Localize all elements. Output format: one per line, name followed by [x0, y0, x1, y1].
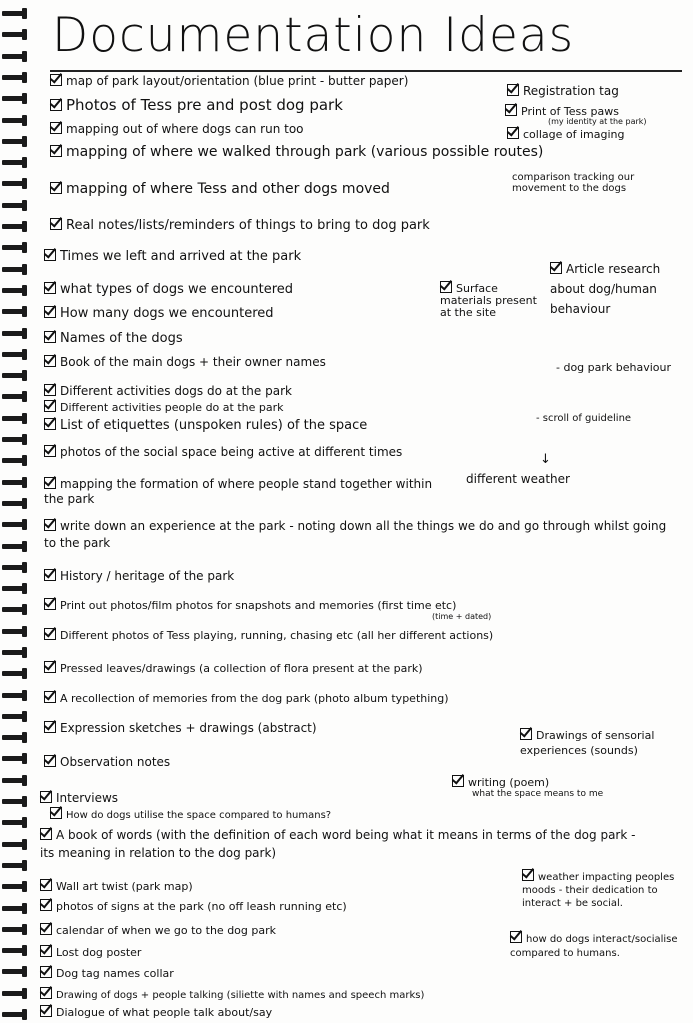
margin-note-time-dated: (time + dated)	[432, 612, 492, 621]
binding-ring	[2, 881, 28, 892]
binding-ring	[2, 477, 28, 488]
list-item	[44, 417, 367, 434]
list-item	[40, 790, 118, 806]
binding-ring	[2, 988, 28, 999]
list-item	[44, 354, 326, 370]
item-text: Pressed leaves/drawings (a collection of flora present at the park)	[60, 662, 423, 675]
list-item	[50, 806, 331, 824]
item-text: photos of the social space being active at different times	[60, 445, 403, 459]
checkbox-icon	[505, 104, 517, 116]
checkbox-icon	[44, 418, 56, 430]
item-text: A book of words (with the definition of each word being what it means in terms of the dog park - its meaning in relation to the dog park)	[40, 828, 636, 860]
binding-ring	[2, 583, 28, 594]
item-text: write down an experience at the park - noting down all the things we do and go through whilst going to the park	[44, 519, 667, 550]
binding-ring	[2, 647, 28, 658]
binding-ring	[2, 796, 28, 807]
binding-ring	[2, 264, 28, 275]
down-arrow-icon: ↓	[540, 452, 551, 467]
binding-ring	[2, 903, 28, 914]
margin-note-comparison: comparison tracking our movement to the dogs	[512, 172, 635, 194]
checkbox-icon	[522, 869, 534, 881]
list-item	[50, 97, 343, 113]
list-item	[44, 383, 292, 399]
binding-ring	[2, 29, 28, 40]
binding-ring	[2, 626, 28, 637]
checkbox-icon	[40, 1005, 52, 1017]
checkbox-icon	[40, 899, 52, 911]
item-text: Lost dog poster	[56, 946, 142, 959]
item-text: Different activities dogs do at the park	[60, 384, 292, 398]
binding-ring	[2, 136, 28, 147]
item-text: mapping out of where dogs can run too	[66, 122, 304, 136]
checkbox-icon	[40, 879, 52, 891]
item-text: Names of the dogs	[60, 331, 183, 346]
item-text: Observation notes	[60, 755, 171, 769]
margin-note-poem	[452, 774, 549, 789]
binding-ring	[2, 8, 28, 19]
list-item	[40, 878, 193, 895]
margin-note	[507, 126, 624, 141]
checkbox-icon	[44, 477, 56, 489]
binding-ring	[2, 115, 28, 126]
item-text: photos of signs at the park (no off leash running etc)	[56, 900, 347, 913]
checkbox-icon	[40, 791, 52, 803]
checkbox-icon	[44, 721, 56, 733]
binding-ring	[2, 455, 28, 466]
item-text: Photos of Tess pre and post dog park	[66, 96, 343, 114]
checkbox-icon	[50, 122, 62, 134]
margin-note-sensorial	[520, 727, 680, 758]
item-text: How many dogs we encountered	[60, 306, 274, 321]
list-item	[50, 181, 390, 197]
checkbox-icon	[507, 127, 519, 139]
checkbox-icon	[44, 598, 56, 610]
list-item	[50, 73, 408, 89]
checkbox-icon	[40, 966, 52, 978]
list-item	[40, 965, 174, 982]
margin-note-behaviour: - dog park behaviour	[556, 361, 672, 374]
margin-note-weather-impacting	[522, 868, 682, 910]
item-text: calendar of when we go to the dog park	[56, 924, 276, 937]
checkbox-icon	[440, 281, 452, 293]
note-text: Article research about dog/human behaviour	[550, 262, 661, 316]
binding-ring	[2, 711, 28, 722]
binding-ring	[2, 349, 28, 360]
binding-ring	[2, 860, 28, 871]
checkbox-icon	[44, 661, 56, 673]
binding-ring	[2, 178, 28, 189]
binding-ring	[2, 242, 28, 253]
list-item	[40, 1004, 272, 1021]
checkbox-icon	[50, 145, 62, 157]
binding-ring	[2, 328, 28, 339]
item-text: Different photos of Tess playing, running, chasing etc (all her different actions)	[60, 629, 494, 642]
margin-note-surface	[440, 280, 550, 319]
checkbox-icon	[40, 987, 52, 999]
binding-ring	[2, 775, 28, 786]
list-item	[44, 660, 423, 677]
item-text: Times we left and arrived at the park	[60, 249, 302, 264]
checkbox-icon	[50, 74, 62, 86]
checkbox-icon	[44, 569, 56, 581]
binding-ring	[2, 966, 28, 977]
item-text: mapping of where we walked through park (various possible routes)	[66, 144, 544, 160]
list-item	[44, 627, 493, 644]
list-item	[50, 121, 304, 137]
item-text: Real notes/lists/reminders of things to bring to dog park	[66, 218, 430, 233]
checkbox-icon	[50, 218, 62, 230]
note-text: Print of Tess paws	[521, 105, 619, 118]
list-item	[44, 597, 456, 614]
list-item	[44, 720, 317, 736]
page-title: Documentation Ideas	[52, 8, 575, 63]
checkbox-icon	[44, 282, 56, 294]
binding-ring	[2, 391, 28, 402]
list-item	[44, 754, 170, 770]
list-item	[44, 476, 434, 507]
list-item	[40, 986, 424, 1004]
binding-ring	[2, 498, 28, 509]
checkbox-icon	[520, 728, 532, 740]
list-item	[44, 690, 449, 707]
binding-ring	[2, 817, 28, 828]
list-item	[44, 568, 234, 584]
binding-ring	[2, 945, 28, 956]
checkbox-icon	[44, 691, 56, 703]
list-item	[50, 217, 430, 234]
checkbox-icon	[50, 182, 62, 194]
checkbox-icon	[44, 755, 56, 767]
checkbox-icon	[44, 355, 56, 367]
binding-ring	[2, 604, 28, 615]
list-item	[44, 248, 301, 265]
list-item	[40, 826, 640, 862]
binding-ring	[2, 51, 28, 62]
note-text: Drawings of sensorial experiences (sounds)	[520, 729, 655, 757]
checkbox-icon	[507, 84, 519, 96]
list-item	[44, 305, 274, 322]
item-text: Different activities people do at the park	[60, 401, 284, 414]
list-item	[44, 444, 402, 460]
note-text: writing (poem)	[468, 776, 550, 789]
list-item	[50, 144, 543, 160]
binding-ring	[2, 753, 28, 764]
checkbox-icon	[44, 384, 56, 396]
item-text: Dialogue of what people talk about/say	[56, 1006, 273, 1019]
note-text: weather impacting peoples moods - their dedication to interact + be social.	[522, 872, 675, 909]
binding-ring	[2, 732, 28, 743]
binding-ring	[2, 200, 28, 211]
checkbox-icon	[452, 775, 464, 787]
binding-ring	[2, 1009, 28, 1020]
margin-note-sub: (my identity at the park)	[548, 117, 647, 126]
item-text: Print out photos/film photos for snapshots and memories (first time etc)	[60, 599, 457, 612]
item-text: what types of dogs we encountered	[60, 282, 294, 297]
title-underline	[50, 70, 682, 72]
checkbox-icon	[510, 931, 522, 943]
binding-ring	[2, 413, 28, 424]
checkbox-icon	[44, 628, 56, 640]
checkbox-icon	[44, 331, 56, 343]
checkbox-icon	[44, 445, 56, 457]
binding-ring	[2, 370, 28, 381]
checkbox-icon	[40, 923, 52, 935]
item-text: Expression sketches + drawings (abstract)	[60, 721, 317, 735]
item-text: List of etiquettes (unspoken rules) of the space	[60, 418, 368, 433]
binding-ring	[2, 72, 28, 83]
item-text: Drawing of dogs + people talking (siliette with names and speech marks)	[56, 990, 425, 1001]
item-text: Interviews	[56, 791, 119, 805]
list-item	[44, 281, 293, 298]
binding-ring	[2, 562, 28, 573]
binding-ring	[2, 668, 28, 679]
item-text: How do dogs utilise the space compared to humans?	[66, 810, 332, 821]
binding-ring	[2, 541, 28, 552]
checkbox-icon	[44, 306, 56, 318]
binding-ring	[2, 434, 28, 445]
item-text: History / heritage of the park	[60, 569, 235, 583]
binding-ring	[2, 924, 28, 935]
checkbox-icon	[50, 99, 62, 111]
binding-ring	[2, 93, 28, 104]
binding-ring	[2, 157, 28, 168]
binding-ring	[2, 519, 28, 530]
item-text: mapping the formation of where people stand together within the park	[44, 477, 433, 506]
list-item	[40, 898, 347, 915]
spiral-binding	[0, 0, 34, 1023]
item-text: A recollection of memories from the dog park (photo album typething)	[60, 692, 449, 705]
margin-note-weather: different weather	[466, 472, 570, 486]
item-text: map of park layout/orientation (blue print - butter paper)	[66, 74, 409, 88]
item-text: Wall art twist (park map)	[56, 880, 193, 893]
note-text: Surface materials present at the site	[440, 282, 537, 319]
list-item	[44, 518, 679, 552]
binding-ring	[2, 285, 28, 296]
binding-ring	[2, 306, 28, 317]
note-text: how do dogs interact/socialise compared to humans.	[510, 934, 678, 959]
margin-note	[505, 103, 619, 118]
item-text: Dog tag names collar	[56, 967, 174, 980]
margin-note-space-means: what the space means to me	[472, 789, 604, 799]
checkbox-icon	[40, 828, 52, 840]
list-item	[40, 922, 276, 939]
binding-ring	[2, 839, 28, 850]
checkbox-icon	[50, 807, 62, 819]
checkbox-icon	[40, 945, 52, 957]
note-text: collage of imaging	[523, 128, 625, 141]
margin-note-dogs-interact	[510, 930, 688, 961]
binding-ring	[2, 690, 28, 701]
checkbox-icon	[44, 400, 56, 412]
checkbox-icon	[44, 249, 56, 261]
note-text: Registration tag	[523, 84, 619, 98]
item-text: mapping of where Tess and other dogs moved	[66, 181, 390, 197]
margin-note-article	[550, 259, 675, 319]
binding-ring	[2, 221, 28, 232]
item-text: Book of the main dogs + their owner names	[60, 355, 326, 369]
list-item	[44, 399, 284, 416]
checkbox-icon	[44, 519, 56, 531]
checkbox-icon	[550, 262, 562, 274]
list-item	[40, 944, 141, 961]
list-item	[44, 330, 183, 347]
margin-note-scroll: - scroll of guideline	[536, 413, 632, 424]
margin-note	[507, 83, 619, 98]
